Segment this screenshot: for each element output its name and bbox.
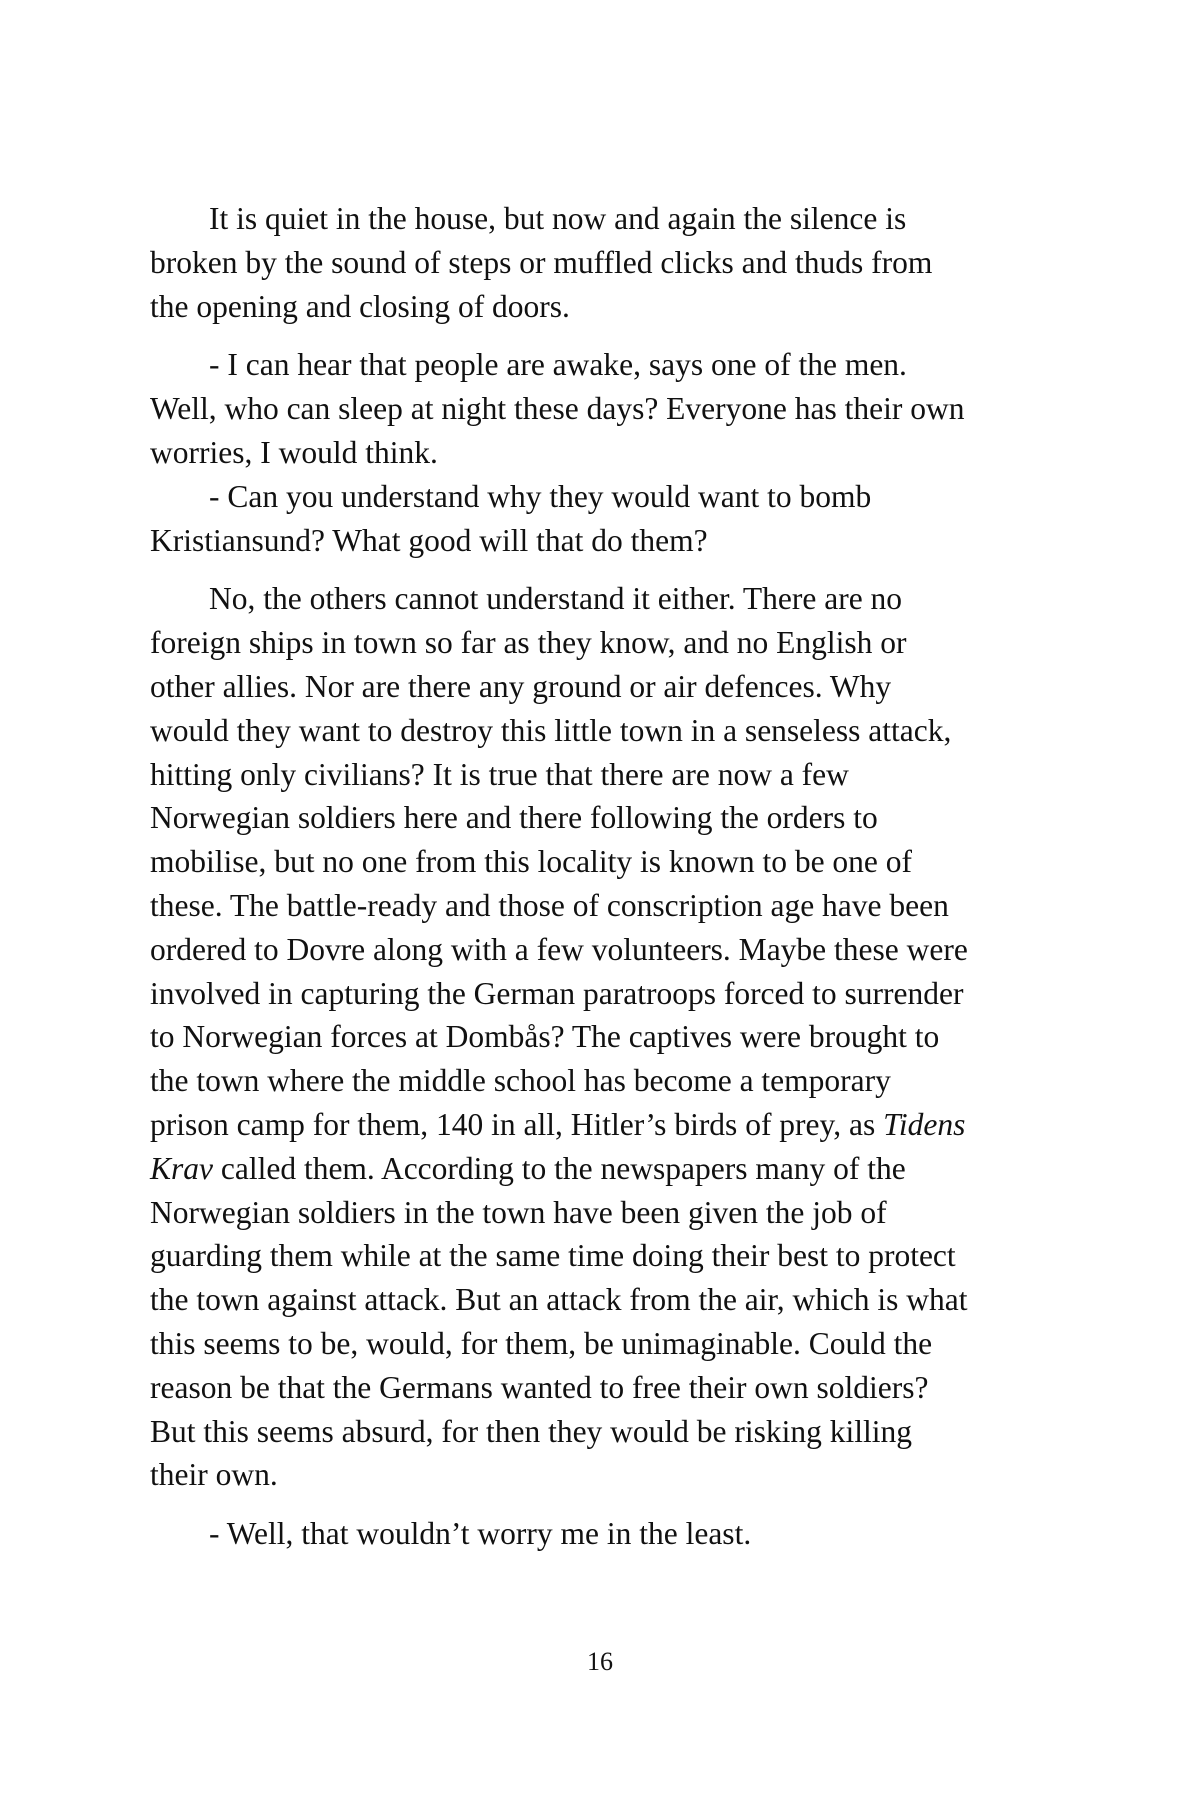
text-line (150, 1103, 1030, 1147)
text-line: broken by the sound of steps or muffled clicks and thuds from (150, 244, 933, 280)
text-line: ordered to Dovre along with a few volunteers. Maybe these were (150, 931, 968, 967)
text-line: would they want to destroy this little town in a senseless attack, (150, 712, 952, 748)
paragraph (150, 577, 1030, 1497)
text-line: to Norwegian forces at Dombås? The captives were brought to (150, 1019, 940, 1055)
italic-publication-name: Tidens (883, 1106, 966, 1142)
text-line: involved in capturing the German paratroops forced to surrender (150, 975, 964, 1011)
text-run: called them. According to the newspapers many of the (213, 1150, 906, 1186)
text-line: other allies. Nor are there any ground or air defences. Why (150, 668, 892, 704)
text-line: - I can hear that people are awake, says one of the men. (209, 347, 907, 383)
text-line: the opening and closing of doors. (150, 288, 570, 324)
text-line: this seems to be, would, for them, be unimaginable. Could the (150, 1325, 933, 1361)
text-line: these. The battle-ready and those of conscription age have been (150, 887, 949, 923)
text-line: It is quiet in the house, but now and again the silence is (209, 201, 907, 236)
text-line: their own. (150, 1457, 278, 1493)
text-line: But this seems absurd, for then they would be risking killing (150, 1413, 913, 1449)
text-line: mobilise, but no one from this locality is known to be one of (150, 844, 913, 880)
page-body (150, 197, 1030, 1556)
text-line: guarding them while at the same time doing their best to protect (150, 1238, 956, 1274)
text-line: worries, I would think. (150, 434, 438, 470)
text-line: Norwegian soldiers here and there following the orders to (150, 800, 878, 836)
text-run: prison camp for them, 140 in all, Hitler’s birds of prey, as (150, 1106, 884, 1142)
text-line: Well, who can sleep at night these days? Everyone has their own (150, 391, 965, 427)
text-line: reason be that the Germans wanted to free their own soldiers? (150, 1369, 929, 1405)
text-line: the town where the middle school has become a temporary (150, 1063, 891, 1099)
italic-publication-name: Krav (150, 1150, 213, 1186)
text-line: Norwegian soldiers in the town have been given the job of (150, 1194, 887, 1230)
paragraph (150, 1512, 1030, 1556)
text-line: - Well, that wouldn’t worry me in the least. (209, 1516, 752, 1552)
page-number: 16 (587, 1647, 613, 1676)
text-block (150, 197, 1030, 1556)
paragraph (150, 475, 1030, 563)
text-line: No, the others cannot understand it either. There are no (209, 581, 903, 617)
paragraph (150, 197, 1030, 328)
text-line: the town against attack. But an attack from the air, which is what (150, 1282, 968, 1318)
text-line (150, 1147, 1030, 1191)
paragraph (150, 343, 1030, 474)
text-line: hitting only civilians? It is true that there are now a few (150, 756, 849, 792)
text-line: - Can you understand why they would want to bomb (209, 478, 872, 514)
text-line: foreign ships in town so far as they know, and no English or (150, 625, 907, 661)
text-line: Kristiansund? What good will that do them? (150, 522, 708, 558)
